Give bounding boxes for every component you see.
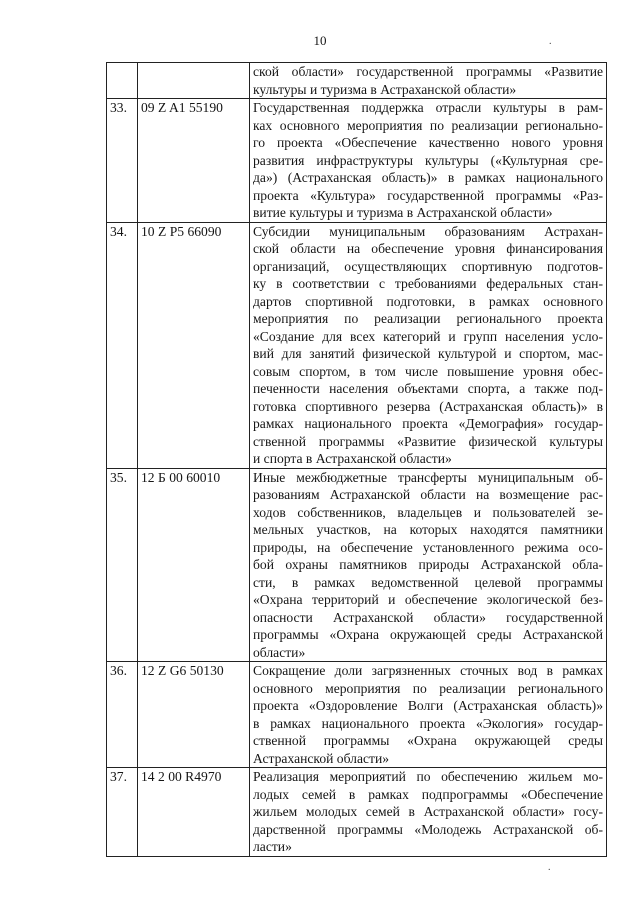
description-line: мероприятия по реализации регионального проекта: [253, 311, 603, 326]
classification-code: [138, 63, 250, 99]
description-line: дартов спортивной подготовки, в рамках основного: [253, 293, 603, 309]
budget-classification-table: [106, 62, 607, 857]
description-line: в рамках национального проекта «Экология» государ-: [253, 715, 603, 731]
description-line: разованиям Астраханской области на возмещение рас-: [253, 487, 603, 502]
description-line: «Создание для всех категорий и групп населения усло-: [253, 328, 603, 344]
description-line: программы «Охрана окружающей среды Астраханской: [253, 627, 603, 642]
expense-description: [250, 63, 607, 99]
description-line: ской области» государственной программы «Развитие: [253, 64, 603, 79]
top-right-mark: .: [549, 36, 552, 47]
description-line: области»: [253, 644, 306, 660]
description-line: да») (Астраханская область)» в рамках национального: [253, 170, 603, 185]
description-line: лодых семей в рамках подпрограммы «Обеспечение: [253, 786, 603, 802]
expense-description: [250, 662, 607, 768]
classification-code: 09 Z A1 55190: [138, 99, 250, 223]
description-line: дарственной программы «Молодежь Астраханской об-: [253, 821, 603, 837]
description-line: культуры и туризма в Астраханской области»: [253, 81, 517, 97]
description-line: Астраханской области»: [253, 750, 390, 766]
description-line: Сокращение доли загрязненных сточных вод в рамках: [253, 663, 603, 678]
expense-description: [250, 222, 607, 468]
description-line: мельных участков, на которых находятся памятники: [253, 522, 603, 537]
description-line: Государственная поддержка отрасли культуры в рам-: [253, 100, 603, 115]
classification-code: 12 Z G6 50130: [138, 662, 250, 768]
row-number: 36.: [107, 662, 138, 768]
description-line: готовка спортивного резерва (Астраханская область)» в: [253, 398, 603, 414]
description-line: рамках национального проекта «Демография» государ-: [253, 416, 603, 431]
row-number: 37.: [107, 768, 138, 857]
row-number: 33.: [107, 99, 138, 223]
table-row: [107, 99, 607, 223]
description-line: ходов собственников, владельцев и пользователей зе-: [253, 504, 603, 520]
description-line: Реализация мероприятий по обеспечению жильем мо-: [253, 769, 603, 784]
table-row: [107, 63, 607, 99]
description-line: основного мероприятия по реализации регионального: [253, 680, 603, 696]
description-line: проекта «Культура» государственной программы «Раз-: [253, 187, 603, 203]
description-line: совым спортом, в том числе повышение уровня обес-: [253, 363, 603, 379]
description-line: сти, в рамках ведомственной целевой программы: [253, 574, 603, 590]
classification-code: 12 Б 00 60010: [138, 468, 250, 662]
table-body: [107, 63, 607, 857]
description-line: ственной программы «Развитие физической культуры: [253, 433, 603, 449]
description-line: ственной программы «Охрана окружающей среды: [253, 733, 603, 748]
description-line: проекта «Оздоровление Волги (Астраханская область)»: [253, 698, 603, 713]
row-number: 35.: [107, 468, 138, 662]
description-line: ку в соответствии с требованиями федеральных стан-: [253, 276, 603, 291]
description-line: и спорта в Астраханской области»: [253, 451, 452, 466]
description-line: опасности Астраханской области» государственной: [253, 609, 603, 625]
expense-description: [250, 99, 607, 223]
classification-code: 14 2 00 R4970: [138, 768, 250, 857]
expense-description: [250, 768, 607, 857]
description-line: бой охраны памятников природы Астраханской обла-: [253, 557, 603, 572]
description-line: организаций, осуществляющих спортивную подготов-: [253, 258, 603, 274]
description-line: ласти»: [253, 839, 292, 854]
description-line: Субсидии муниципальным образованиям Астрахан-: [253, 223, 603, 239]
description-line: вий для занятий физической культурой и спортом, мас-: [253, 346, 603, 361]
table-row: [107, 768, 607, 857]
description-line: Иные межбюджетные трансферты муниципальным об-: [253, 469, 603, 485]
description-line: природы, на обеспечение установленного режима осо-: [253, 539, 603, 555]
bottom-right-mark: .: [548, 862, 551, 873]
description-line: «Охрана территорий и обеспечение экологической без-: [253, 592, 603, 607]
description-line: печенности населения объектами спорта, а также под-: [253, 381, 603, 396]
description-line: развития инфраструктуры культуры («Культурная сре-: [253, 152, 603, 168]
description-line: ской области на обеспечение уровня финансирования: [253, 241, 603, 256]
description-line: витие культуры и туризма в Астраханской области»: [253, 205, 553, 220]
table-row: [107, 662, 607, 768]
description-line: го проекта «Обеспечение качественно нового уровня: [253, 135, 603, 150]
expense-description: [250, 468, 607, 662]
table-row: [107, 468, 607, 662]
table-row: [107, 222, 607, 468]
description-line: ках основного мероприятия по реализации регионально-: [253, 117, 603, 133]
classification-code: 10 Z P5 66090: [138, 222, 250, 468]
page-number: 10: [313, 33, 327, 48]
row-number: 34.: [107, 222, 138, 468]
description-line: жильем молодых семей в Астраханской области» госу-: [253, 804, 603, 819]
row-number: [107, 63, 138, 99]
